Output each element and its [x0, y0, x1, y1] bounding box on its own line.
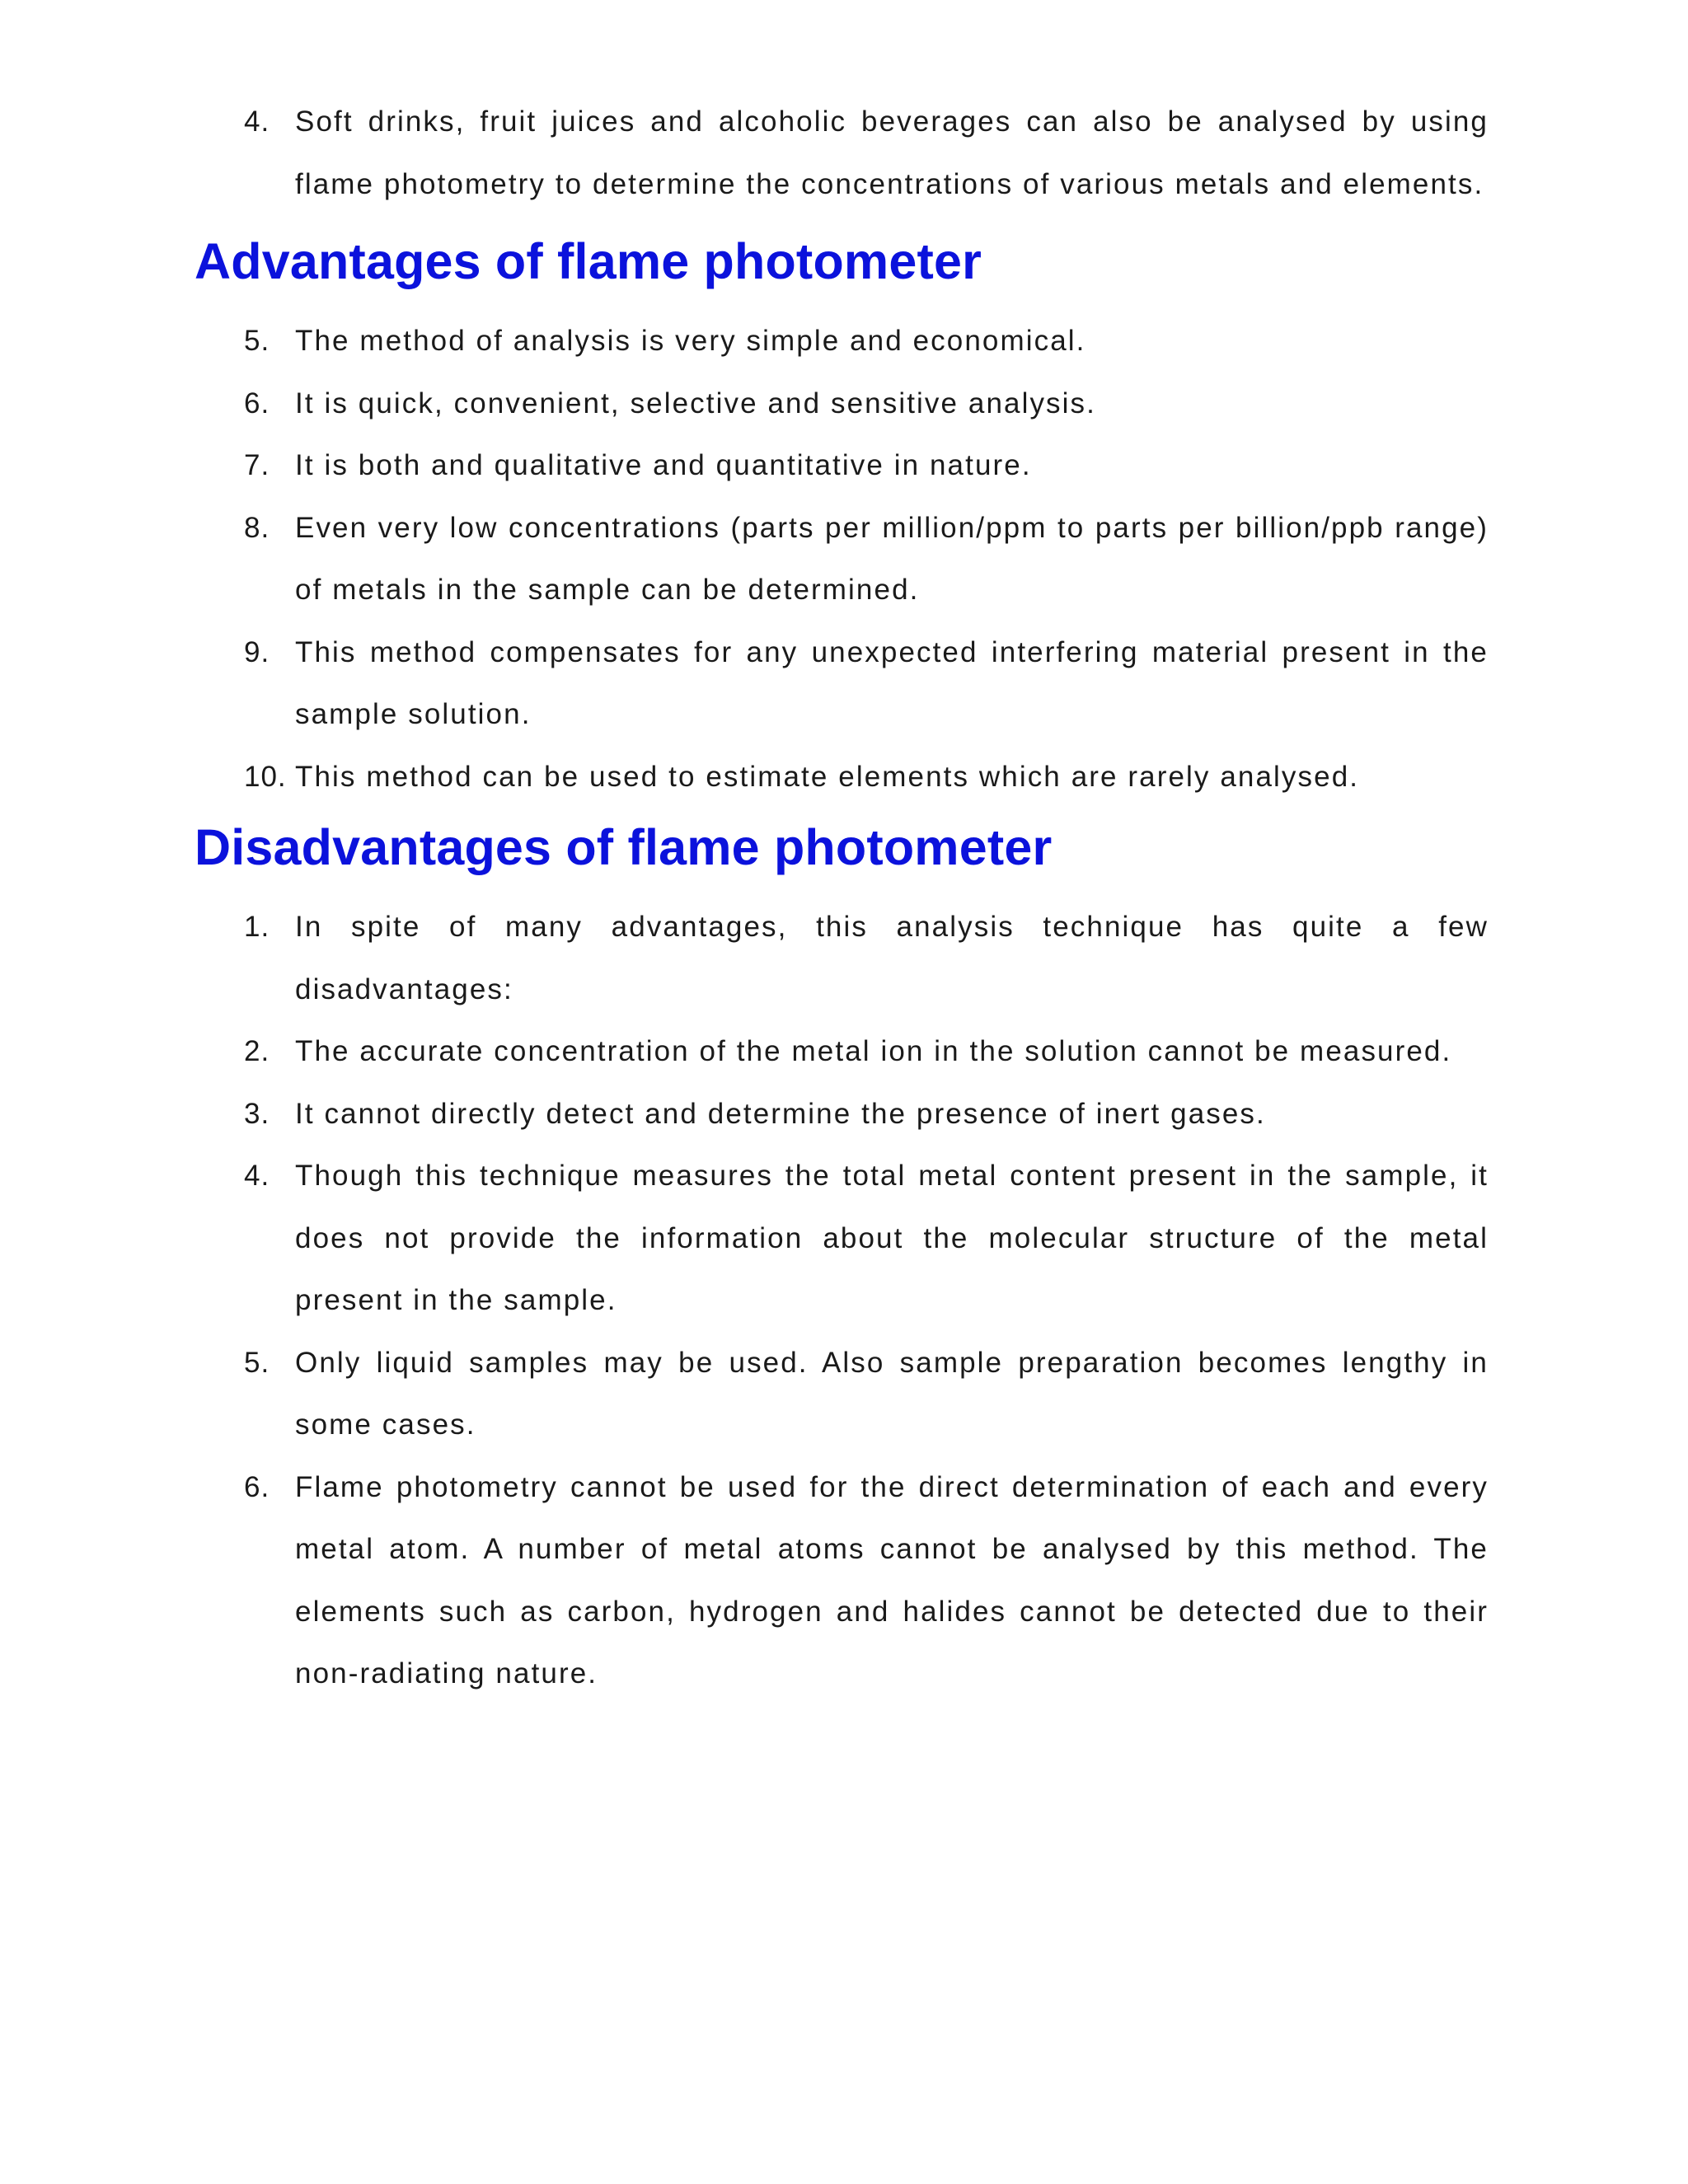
list-item-number: 4. [244, 1160, 270, 1192]
list-item [195, 896, 1489, 1020]
list-item-number: 2. [244, 1035, 270, 1067]
list-item [195, 1456, 1489, 1705]
list-item [195, 1145, 1489, 1332]
disadvantages-heading: Disadvantages of flame photometer [195, 819, 1053, 875]
list-item-text: The method of analysis is very simple and economical. [295, 325, 1086, 357]
list-item-text: It is both and qualitative and quantitative in nature. [295, 449, 1032, 481]
list-item-number: 9. [244, 635, 270, 668]
list-item-text: Soft drinks, fruit juices and alcoholic beverages can also be analysed by using flame photometry to determine the concentrations of various metals and elements. [295, 105, 1489, 200]
list-item [195, 1332, 1489, 1456]
list-item [195, 373, 1489, 435]
list-item-number: 4. [244, 105, 270, 138]
list-item-number: 5. [244, 1346, 270, 1379]
list-item-number: 8. [244, 511, 270, 544]
document-content [195, 91, 1489, 1705]
list-item [195, 497, 1489, 621]
list-item-text: It cannot directly detect and determine the presence of inert gases. [295, 1097, 1266, 1130]
list-item [195, 621, 1489, 746]
advantages-heading: Advantages of flame photometer [195, 233, 982, 289]
list-item-text: This method can be used to estimate elements which are rarely analysed. [295, 760, 1360, 793]
list-item-number: 6. [244, 387, 270, 419]
intro-list [195, 91, 1489, 215]
list-item-number: 7. [244, 449, 270, 481]
disadvantages-list [195, 896, 1489, 1705]
list-item-text: The accurate concentration of the metal ion in the solution cannot be measured. [295, 1035, 1452, 1067]
list-item-number: 5. [244, 325, 270, 357]
list-item-number: 3. [244, 1097, 270, 1130]
list-item [195, 1083, 1489, 1146]
list-item-text: Even very low concentrations (parts per million/ppm to parts per billion/ppb range) of metals in the sample can be determined. [295, 511, 1489, 606]
list-item-number: 6. [244, 1470, 270, 1503]
list-item [195, 91, 1489, 215]
list-item-text: This method compensates for any unexpected interfering material present in the sample solution. [295, 635, 1489, 730]
list-item-text: It is quick, convenient, selective and sensitive analysis. [295, 387, 1096, 419]
list-item [195, 1020, 1489, 1083]
list-item [195, 434, 1489, 497]
list-item [195, 746, 1489, 808]
list-item-text: Though this technique measures the total metal content present in the sample, it does not provide the information about the molecular structure of the metal present in the sample. [295, 1160, 1489, 1316]
list-item [195, 310, 1489, 373]
list-item-text: Flame photometry cannot be used for the direct determination of each and every metal atom. A number of metal atoms cannot be analysed by this method. The elements such as carbon, hydrogen and halides cannot be detected due to their non-radiating nature. [295, 1470, 1489, 1690]
list-item-number: 1. [244, 911, 270, 943]
list-item-number: 10. [244, 760, 287, 793]
list-item-text: In spite of many advantages, this analysis technique has quite a few disadvantages: [295, 911, 1489, 1005]
list-item-text: Only liquid samples may be used. Also sample preparation becomes lengthy in some cases. [295, 1346, 1489, 1441]
advantages-list [195, 310, 1489, 808]
